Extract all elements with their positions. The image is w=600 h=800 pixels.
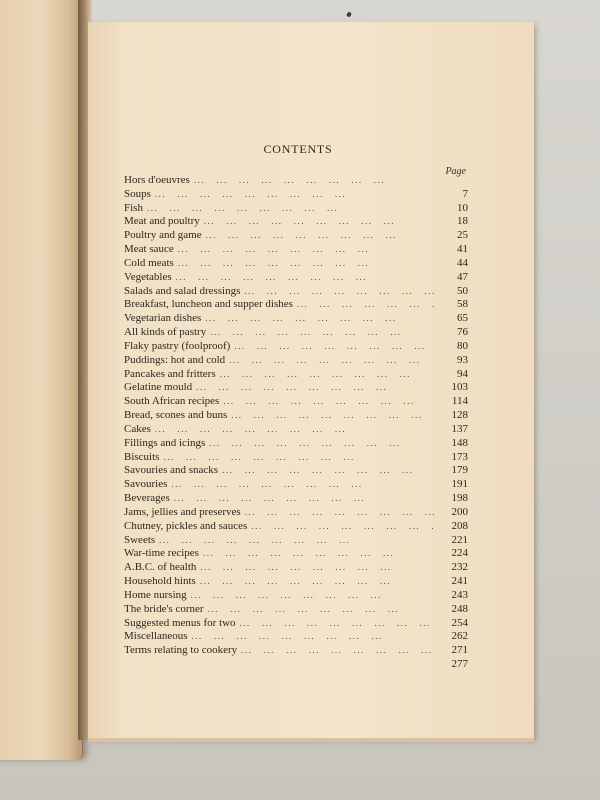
toc-entry-page-number: 18: [457, 215, 468, 228]
toc-entry: [124, 326, 468, 340]
toc-entry-page-number: 148: [451, 436, 468, 449]
toc-entry-page-number: 58: [457, 298, 468, 311]
toc-entry: [124, 478, 468, 492]
toc-entry-page-number: 191: [451, 478, 468, 491]
toc-leader-dots: [231, 409, 434, 423]
toc-entry: [124, 451, 468, 465]
toc-entry-title: Meat sauce: [124, 243, 174, 256]
toc-entry-page-number: 94: [457, 367, 468, 380]
toc-leader-dots: [200, 561, 434, 575]
toc-entry-title: Flaky pastry (foolproof): [124, 339, 231, 352]
toc-entry: [124, 340, 468, 354]
page-bottom-edge: [88, 738, 534, 742]
toc-entry: [124, 285, 468, 299]
left-page-edge: [0, 0, 83, 760]
page-title: CONTENTS: [263, 142, 333, 156]
toc-entry-title: The bride's corner: [124, 602, 204, 615]
page-column-label: Page: [445, 166, 466, 177]
toc-entry-title: Breakfast, luncheon and supper dishes: [124, 298, 293, 311]
toc-entry: [124, 381, 468, 395]
toc-entry: [124, 271, 468, 285]
toc-entry-title: Savouries and snacks: [124, 464, 219, 477]
toc-entry: [124, 547, 468, 561]
toc-entry-page-number: 80: [457, 339, 468, 352]
toc-entry: [124, 202, 468, 216]
toc-entry-title: Suggested menus for two: [124, 616, 236, 629]
toc-leader-dots: [240, 617, 434, 631]
toc-entry-page-number: 243: [451, 588, 468, 601]
toc-entry: [124, 506, 468, 520]
toc-leader-dots: [155, 423, 434, 437]
toc-entry: [124, 257, 468, 271]
toc-leader-dots: [194, 174, 434, 188]
toc-entry-page-number: 232: [451, 561, 468, 574]
toc-entry-title: A.B.C. of health: [124, 561, 197, 574]
toc-leader-dots: [200, 575, 434, 589]
toc-entry: [124, 658, 468, 672]
toc-entry-page-number: 44: [457, 256, 468, 269]
toc-entry: [124, 229, 468, 243]
toc-entry-title: Chutney, pickles and sauces: [124, 519, 248, 532]
toc-entry-page-number: 173: [451, 450, 468, 463]
toc-entry: [124, 188, 468, 202]
toc-entry: [124, 520, 468, 534]
toc-leader-dots: [163, 451, 434, 465]
toc-entry-page-number: 25: [457, 229, 468, 242]
toc-entry: [124, 630, 468, 644]
toc-entry: [124, 437, 468, 451]
toc-entry: [124, 644, 468, 658]
toc-entry-title: Beverages: [124, 492, 170, 505]
toc-entry-title: Household hints: [124, 575, 196, 588]
toc-leader-dots: [222, 464, 434, 478]
toc-leader-dots: [241, 644, 434, 658]
toc-leader-dots: [209, 437, 434, 451]
toc-entry-page-number: 241: [451, 575, 468, 588]
toc-entry-title: Hors d'oeuvres: [124, 174, 190, 186]
toc-entry-page-number: 47: [457, 270, 468, 283]
toc-leader-dots: [205, 312, 434, 326]
table-of-contents: [124, 174, 468, 672]
toc-entry-page-number: 103: [451, 381, 468, 394]
toc-leader-dots: [208, 603, 434, 617]
toc-entry-page-number: 208: [451, 519, 468, 532]
toc-leader-dots: [147, 202, 434, 216]
toc-entry: [124, 298, 468, 312]
toc-entry: [124, 243, 468, 257]
toc-entry-title: Cakes: [124, 422, 151, 435]
toc-entry-title: Vegetarian dishes: [124, 312, 202, 325]
toc-leader-dots: [191, 589, 434, 603]
toc-leader-dots: [210, 326, 434, 340]
toc-entry-page-number: 198: [451, 492, 468, 505]
toc-entry: [124, 617, 468, 631]
toc-entry: [124, 464, 468, 478]
toc-entry: [124, 368, 468, 382]
toc-leader-dots: [196, 381, 434, 395]
dust-speck: [346, 11, 352, 17]
toc-entry-page-number: 114: [451, 395, 468, 408]
toc-entry-page-number: 254: [451, 616, 468, 629]
toc-entry-title: Miscellaneous: [124, 630, 188, 643]
toc-entry-page-number: 41: [457, 243, 468, 256]
toc-leader-dots: [155, 188, 434, 202]
toc-entry-title: Terms relating to cookery: [124, 644, 238, 657]
toc-entry-page-number: 200: [451, 505, 468, 518]
toc-entry: [124, 409, 468, 423]
toc-entry-title: Sweets: [124, 533, 156, 546]
toc-entry-title: Poultry and game: [124, 229, 202, 242]
toc-entry: [124, 534, 468, 548]
toc-leader-dots: [220, 368, 434, 382]
toc-entry-title: War-time recipes: [124, 547, 199, 560]
toc-leader-dots: [206, 229, 434, 243]
toc-entry: [124, 354, 468, 368]
toc-entry: [124, 603, 468, 617]
toc-leader-dots: [223, 395, 434, 409]
toc-leader-dots: [234, 340, 434, 354]
toc-leader-dots: [297, 298, 434, 312]
toc-entry-title: Salads and salad dressings: [124, 284, 241, 297]
toc-leader-dots: [171, 478, 434, 492]
toc-entry-title: Vegetables: [124, 270, 172, 283]
toc-entry-page-number: 277: [451, 657, 468, 670]
toc-entry: [124, 589, 468, 603]
toc-leader-dots: [192, 630, 434, 644]
toc-entry-page-number: 50: [457, 284, 468, 297]
toc-entry-page-number: 76: [457, 326, 468, 339]
toc-entry: [124, 575, 468, 589]
toc-leader-dots: [245, 506, 434, 520]
toc-leader-dots: [178, 243, 434, 257]
toc-leader-dots: [203, 547, 434, 561]
toc-entry: [124, 174, 468, 188]
toc-leader-dots: [251, 520, 434, 534]
toc-entry-title: Puddings: hot and cold: [124, 353, 226, 366]
toc-entry-page-number: 128: [451, 409, 468, 422]
toc-entry: [124, 395, 468, 409]
toc-leader-dots: [229, 354, 434, 368]
toc-entry-page-number: 137: [451, 422, 468, 435]
toc-leader-dots: [204, 215, 434, 229]
toc-entry-page-number: 65: [457, 312, 468, 325]
toc-entry-title: Meat and poultry: [124, 215, 200, 228]
toc-entry-page-number: 7: [462, 187, 468, 200]
toc-entry-title: South African recipes: [124, 395, 220, 408]
toc-entry-page-number: 179: [451, 464, 468, 477]
toc-entry: [124, 561, 468, 575]
toc-entry: [124, 215, 468, 229]
toc-entry-title: Savouries: [124, 478, 168, 491]
toc-entry-page-number: 248: [451, 602, 468, 615]
toc-entry-page-number: 93: [457, 353, 468, 366]
toc-entry: [124, 312, 468, 326]
toc-entry-title: Biscuits: [124, 450, 160, 463]
toc-entry: [124, 492, 468, 506]
toc-entry-title: Gelatine mould: [124, 381, 193, 394]
toc-entry-title: Bread, scones and buns: [124, 409, 228, 422]
toc-entry-title: Cold meats: [124, 256, 174, 269]
toc-entry-title: Jams, jellies and preserves: [124, 505, 241, 518]
toc-entry-page-number: 10: [457, 201, 468, 214]
toc-entry: [124, 423, 468, 437]
toc-entry-title: Fish: [124, 201, 143, 214]
toc-entry-title: Soups: [124, 187, 151, 200]
toc-entry-page-number: 224: [451, 547, 468, 560]
toc-entry-title: Pancakes and fritters: [124, 367, 216, 380]
toc-entry-title: Fillings and icings: [124, 436, 206, 449]
toc-leader-dots: [159, 534, 434, 548]
toc-entry-title: All kinds of pastry: [124, 326, 207, 339]
toc-entry-page-number: 262: [451, 630, 468, 643]
toc-leader-dots: [176, 271, 434, 285]
toc-leader-dots: [174, 492, 434, 506]
toc-entry-title: Home nursing: [124, 588, 187, 601]
toc-entry-page-number: 221: [451, 533, 468, 546]
toc-leader-dots: [244, 285, 434, 299]
toc-leader-dots: [178, 257, 434, 271]
toc-entry-page-number: 271: [451, 644, 468, 657]
